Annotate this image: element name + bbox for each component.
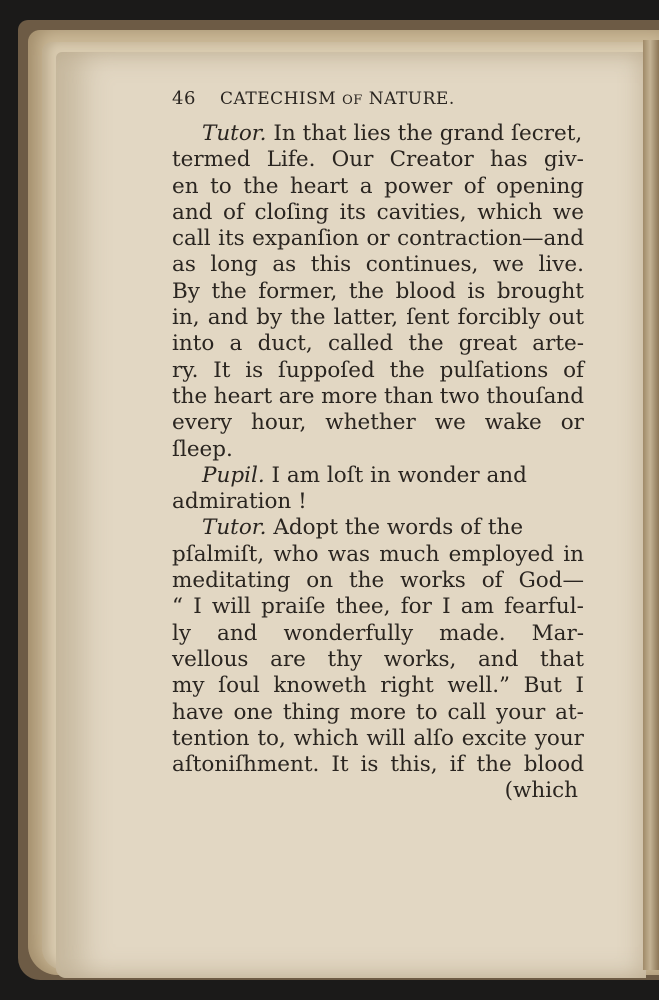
fore-edge — [643, 40, 659, 970]
page-number: 46 — [172, 88, 196, 109]
text-line: en to the heart a power of opening — [172, 173, 584, 199]
text-line: ly and wonderfully made. Mar- — [172, 620, 584, 646]
text-line: meditating on the works of God— — [172, 568, 584, 594]
text-line: pſalmiſt, who was much employed in — [172, 541, 584, 567]
text-line: termed Life. Our Creator has giv- — [172, 147, 584, 173]
running-header — [172, 88, 584, 112]
speaker-label: Tutor. — [202, 121, 267, 146]
speaker-label: Pupil. — [202, 462, 265, 488]
text-line: Tutor. Adopt the words of the — [202, 515, 524, 541]
text-line: every hour, whether we wake or — [172, 410, 584, 436]
text-line: “ I will praiſe thee, for I am fearful- — [172, 594, 584, 620]
body-text — [172, 121, 584, 805]
text-line: in, and by the latter, ſent forcibly out — [172, 305, 584, 331]
text-line: Pupil. I am loſt in wonder and — [202, 462, 527, 488]
text-line: and of cloſing its cavities, which we — [172, 199, 584, 225]
text-line: Tutor. In that lies the grand ſecret, — [202, 121, 583, 146]
text-line: admiration ! — [172, 489, 307, 515]
text-line: vellous are thy works, and that — [172, 646, 584, 672]
text-line: into a duct, called the great arte- — [172, 331, 584, 357]
page-text — [172, 88, 584, 805]
text-line: ry. It is ſuppoſed the pulſations of — [172, 357, 584, 383]
text-line: as long as this continues, we live. — [172, 252, 584, 278]
text-line: By the former, the blood is brought — [172, 278, 584, 304]
text-line: have one thing more to call your at- — [172, 699, 584, 725]
text-line: ſleep. — [172, 436, 233, 462]
text-line: call its expanſion or contraction—and — [172, 226, 584, 252]
speaker-label: Tutor. — [202, 515, 267, 541]
running-title: CATECHISM OF NATURE. — [220, 89, 455, 109]
text-line: tention to, which will alſo excite your — [172, 725, 584, 751]
catchword: (which — [504, 778, 578, 804]
text-line: aſtoniſhment. It is this, if the blood — [172, 752, 584, 778]
text-line: my ſoul knoweth right well.” But I — [172, 673, 584, 699]
text-line: the heart are more than two thouſand — [172, 383, 584, 409]
